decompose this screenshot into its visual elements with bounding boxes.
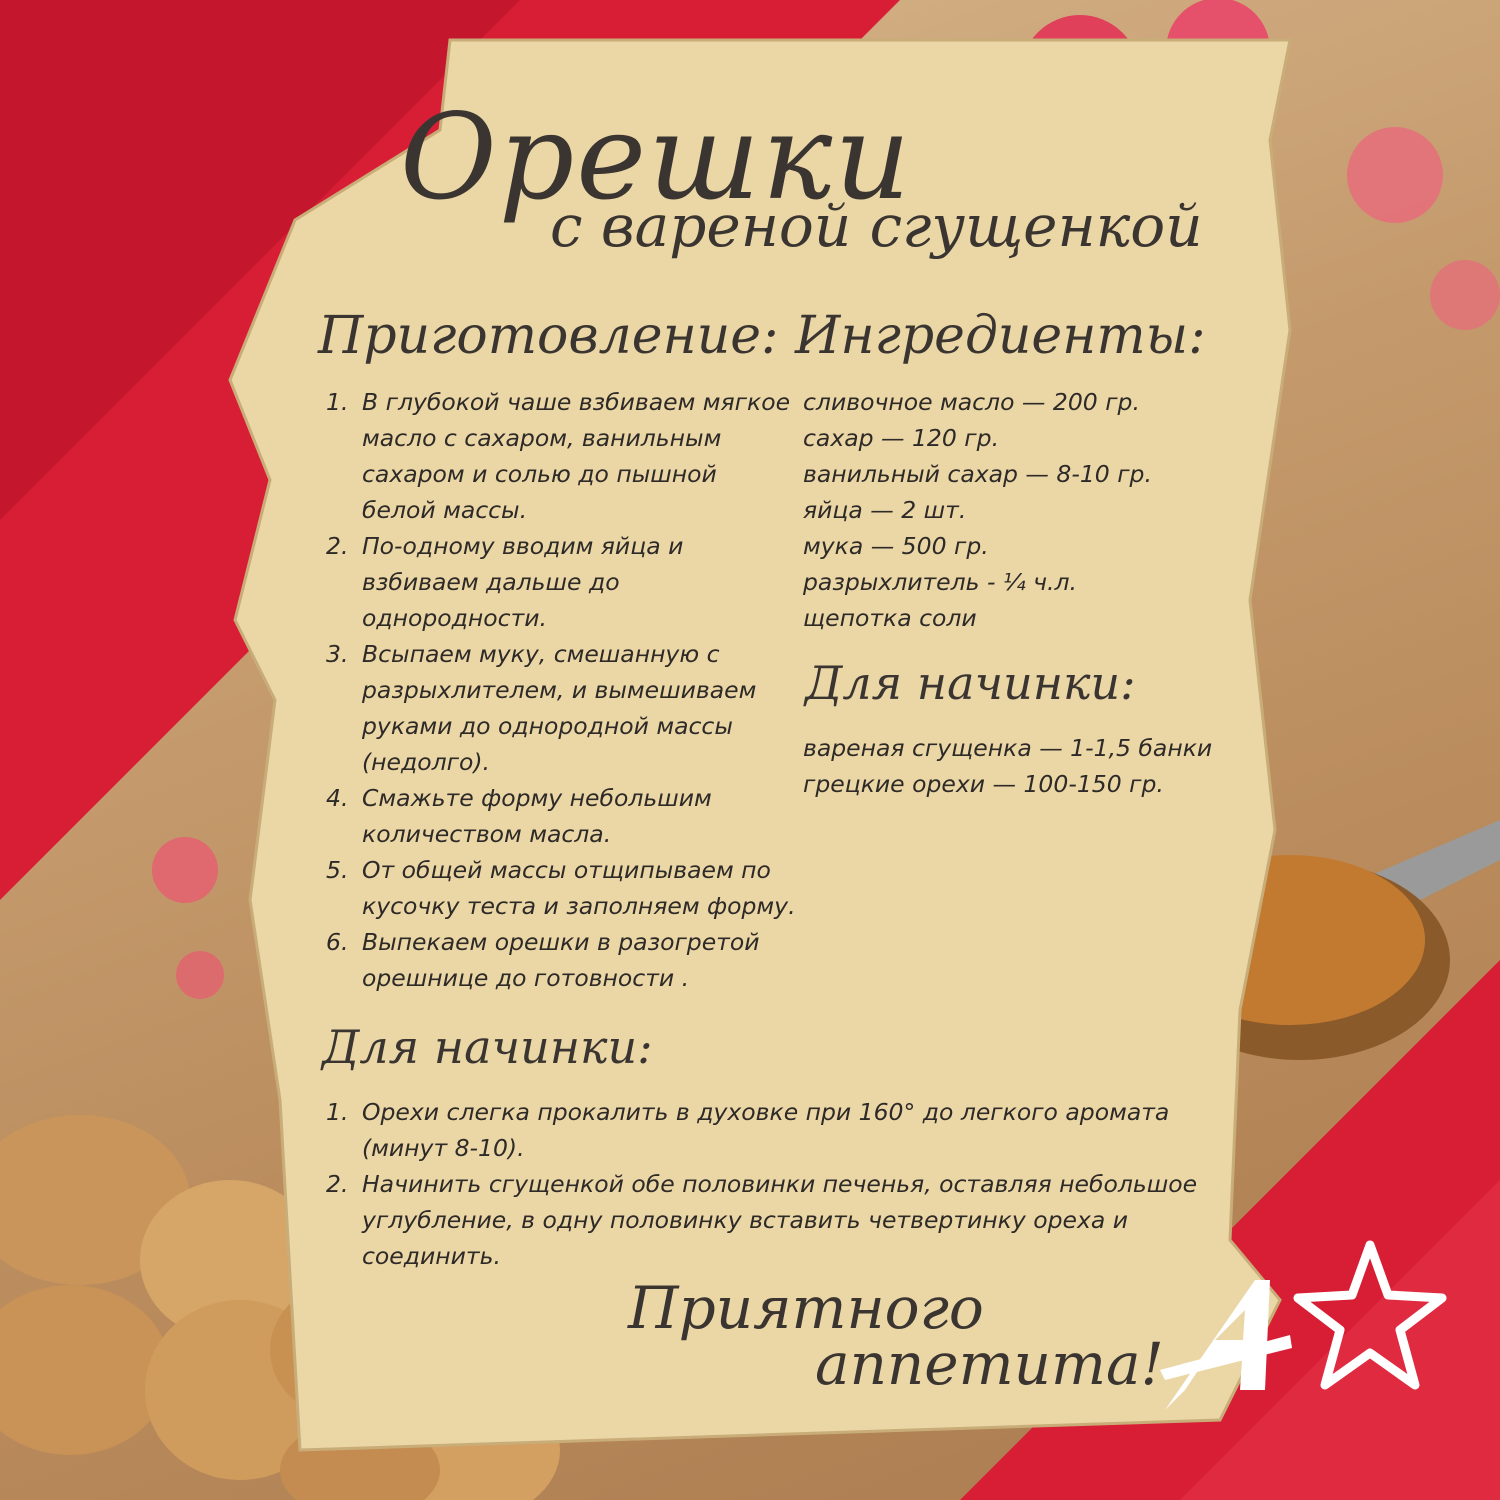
list-item — [326, 636, 796, 780]
preparation-steps — [326, 384, 796, 996]
closing-line-2: аппетита! — [815, 1330, 1164, 1398]
a-star-logo-icon — [1160, 1240, 1450, 1420]
list-item — [326, 780, 796, 852]
filling-steps — [326, 1094, 1206, 1274]
step-number: 6. — [326, 928, 349, 956]
closing-line-1: Приятного — [628, 1274, 984, 1342]
list-item — [326, 384, 796, 528]
step-text: Начинить сгущенкой обе половинки печенья, оставляя небольшое углубление, в одну половинку вставить четвертинку ореха и соединить. — [362, 1170, 1198, 1270]
ingredient-item: сливочное масло — 200 гр. — [803, 388, 1140, 416]
list-item — [326, 924, 796, 996]
step-text: По-одному вводим яйца и взбиваем дальше до однородности. — [362, 532, 684, 632]
step-number: 5. — [326, 856, 349, 884]
step-number: 1. — [326, 388, 349, 416]
list-item — [326, 528, 796, 636]
list-item — [326, 1166, 1206, 1274]
ingredients-heading: Ингредиенты: — [795, 306, 1206, 366]
step-number: 2. — [326, 1170, 349, 1198]
list-item — [326, 1094, 1206, 1166]
ingredients-list — [803, 384, 1152, 636]
filling-heading: Для начинки: — [805, 656, 1136, 710]
ingredient-item: яйца — 2 шт. — [803, 496, 967, 524]
recipe-subtitle: с вареной сгущенкой — [550, 192, 1203, 260]
step-number: 1. — [326, 1098, 349, 1126]
step-text: Всыпаем муку, смешанную с разрыхлителем, и вымешиваем руками до однородной массы (недолго). — [362, 640, 757, 776]
ingredient-item: мука — 500 гр. — [803, 532, 989, 560]
ingredient-item: сахар — 120 гр. — [803, 424, 1000, 452]
step-number: 2. — [326, 532, 349, 560]
step-text: Смажьте форму небольшим количеством масла. — [362, 784, 712, 848]
step-number: 4. — [326, 784, 349, 812]
filling-ingredients-list — [803, 730, 1212, 802]
step-text: Выпекаем орешки в разогретой орешнице до готовности . — [362, 928, 760, 992]
step-text: От общей массы отщипываем по кусочку теста и заполняем форму. — [362, 856, 796, 920]
ingredient-item: вареная сгущенка — 1-1,5 банки — [803, 734, 1213, 762]
step-number: 3. — [326, 640, 349, 668]
ingredient-item: ванильный сахар — 8-10 гр. — [803, 460, 1152, 488]
filling-steps-heading: Для начинки: — [322, 1020, 653, 1074]
step-text: В глубокой чаше взбиваем мягкое масло с сахаром, ванильным сахаром и солью до пышной белой массы. — [362, 388, 791, 524]
recipe-title: Орешки — [400, 88, 913, 226]
preparation-heading: Приготовление: — [318, 306, 779, 366]
ingredient-item: щепотка соли — [803, 604, 977, 632]
step-text: Орехи слегка прокалить в духовке при 160° до легкого аромата (минут 8-10). — [362, 1098, 1170, 1162]
list-item — [326, 852, 796, 924]
ingredient-item: разрыхлитель - ¼ ч.л. — [803, 568, 1078, 596]
ingredient-item: грецкие орехи — 100-150 гр. — [803, 770, 1164, 798]
